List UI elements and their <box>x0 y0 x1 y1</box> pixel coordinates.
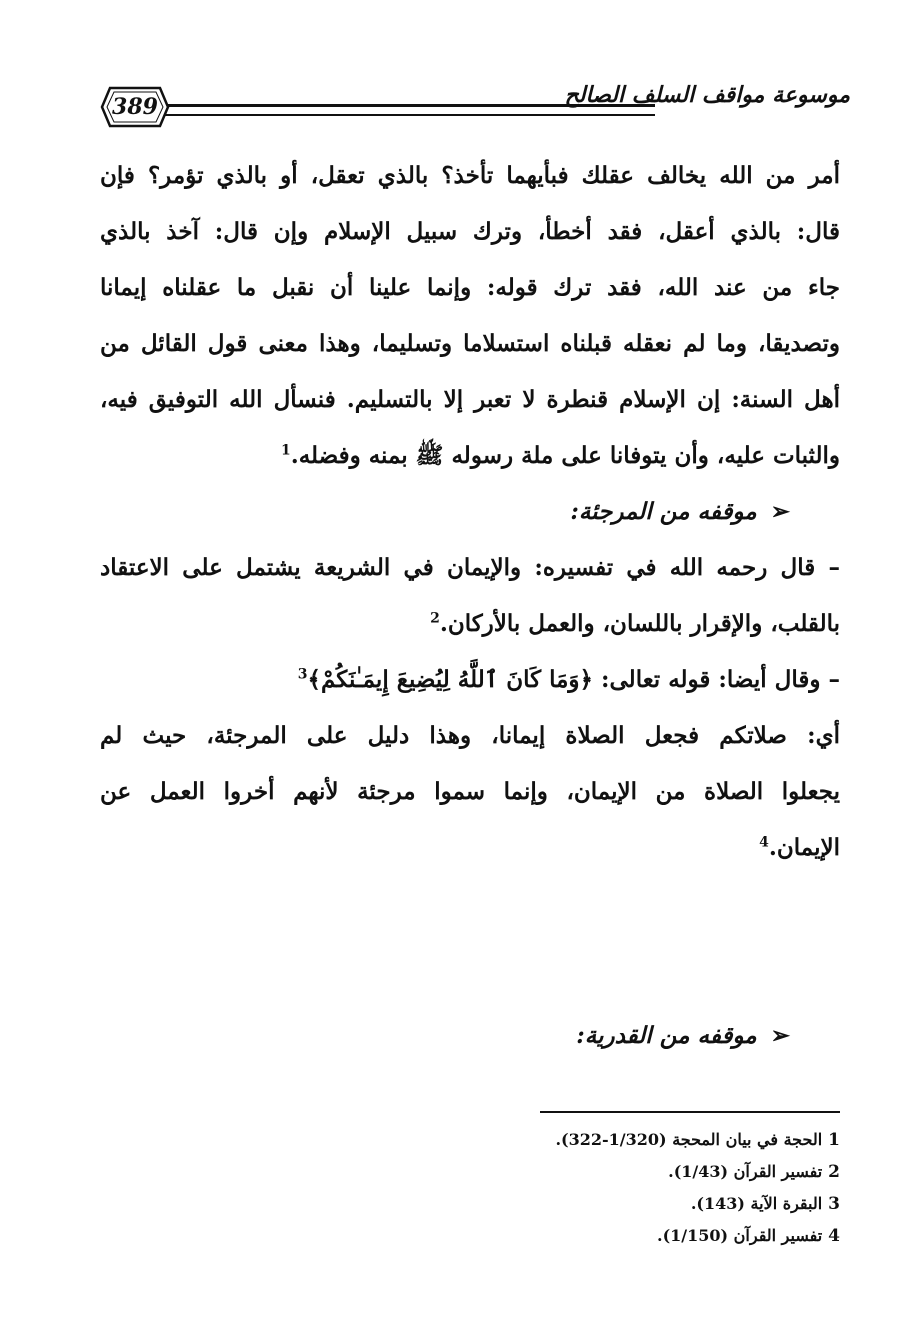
text-line: يجعلوا الصلاة من الإيمان، وإنما سموا مرجئة لأنهم أخروا العمل عن <box>100 778 840 805</box>
text-line: قال: بالذي أعقل، فقد أخطأ، وترك سبيل الإسلام وإن قال: آخذ بالذي <box>100 218 840 245</box>
text-line <box>100 596 840 652</box>
text-line-content: والثبات عليه، وأن يتوفانا على ملة رسوله ﷺ بمنه وفضله. <box>290 442 840 469</box>
text-line <box>100 428 840 484</box>
text-line: وتصديقا، وما لم نعقله قبلناه استسلاما وتسليما، وهذا معنى قول القائل من <box>100 330 840 357</box>
text-line-quran <box>100 652 840 708</box>
footnote-text: البقرة الآية (143). <box>690 1194 823 1213</box>
footnote-item <box>500 1156 840 1188</box>
footnote-text: تفسير القرآن (1/150). <box>657 1226 823 1245</box>
text-line: جاء من عند الله، فقد ترك قوله: وإنما علينا أن نقبل ما عقلناه إيمانا <box>100 274 840 301</box>
section-heading-murjia <box>100 484 840 540</box>
series-title: موسوعة مواقف السلف الصالح <box>564 82 850 108</box>
text-line: أي: صلاتكم فجعل الصلاة إيمانا، وهذا دليل على المرجئة، حيث لم <box>100 722 840 749</box>
section-heading-text: موقفه من القدرية: <box>576 1022 757 1049</box>
text-line-content: بالقلب، والإقرار باللسان، والعمل بالأركان. <box>439 610 840 637</box>
page-number-badge <box>100 84 170 130</box>
footnote-ref: 4 <box>759 834 769 851</box>
text-line-content: – وقال أيضا: قوله تعالى: ﴿وَمَا كَانَ ٱللَّهُ لِيُضِيعَ إِيمَـٰنَكُمْ﴾ <box>307 666 840 693</box>
footnote-number: 2 <box>828 1162 840 1182</box>
footnote-ref: 2 <box>430 610 440 627</box>
text-line <box>100 820 840 876</box>
footnote-text: تفسير القرآن (1/43). <box>668 1162 823 1181</box>
footnote-item <box>500 1188 840 1220</box>
footnote-number: 1 <box>828 1130 840 1150</box>
footnote-number: 3 <box>828 1194 840 1214</box>
footnote-number: 4 <box>828 1226 840 1246</box>
arrow-bullet-icon: ➢ <box>770 498 790 525</box>
footnote-text: الحجة في بيان المحجة (1/320-322). <box>555 1130 823 1149</box>
page-number: 389 <box>112 94 158 120</box>
page-header <box>100 80 850 140</box>
text-line: أهل السنة: إن الإسلام قنطرة لا تعبر إلا بالتسليم. فنسأل الله التوفيق فيه، <box>100 386 840 413</box>
text-line: أمر من الله يخالف عقلك فبأيهما تأخذ؟ بالذي تعقل، أو بالذي تؤمر؟ فإن <box>100 162 840 189</box>
footnote-separator <box>540 1111 840 1113</box>
main-text <box>100 148 840 876</box>
footnote-item <box>500 1124 840 1156</box>
text-line-content: الإيمان. <box>768 834 840 861</box>
arrow-bullet-icon: ➢ <box>770 1022 790 1049</box>
section-heading-text: موقفه من المرجئة: <box>570 498 757 525</box>
text-line: – قال رحمه الله في تفسيره: والإيمان في الشريعة يشتمل على الاعتقاد <box>100 554 840 581</box>
footnote-item <box>500 1220 840 1252</box>
footnotes <box>500 1124 840 1252</box>
footnote-ref: 3 <box>297 666 308 683</box>
footnote-ref: 1 <box>280 442 291 459</box>
section-heading-qadariyya-wrap <box>100 1008 840 1064</box>
section-heading-qadariyya <box>100 1008 840 1064</box>
